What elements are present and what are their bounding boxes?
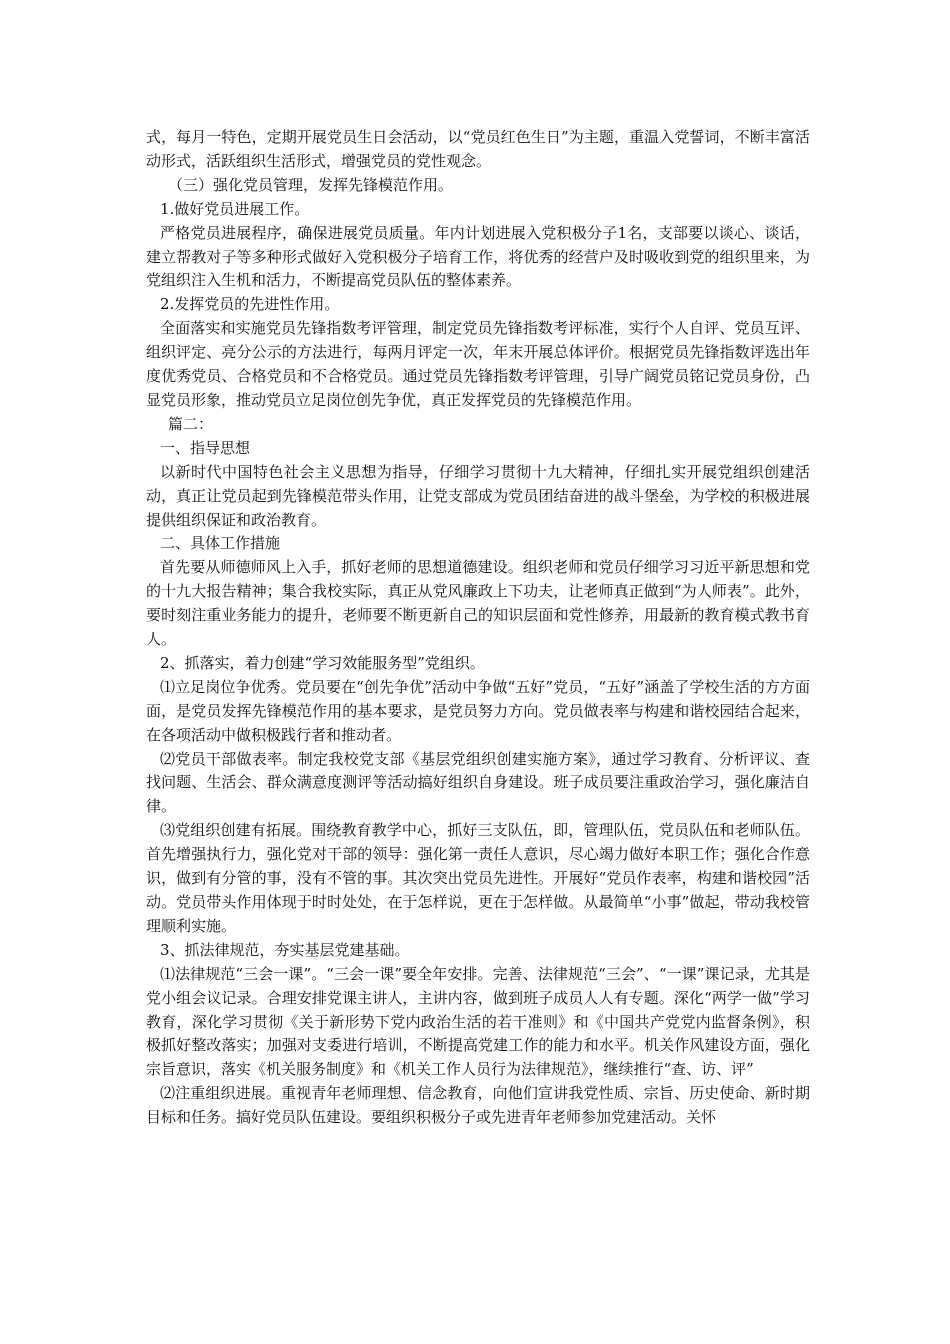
paragraph: ⑴立足岗位争优秀。党员要在“创先争优”活动中争做“五好”党员，“五好”涵盖了学校生活的方方面面，是党员发挥先锋模范作用的基本要求，是党员努力方向。党员做表率与构建和谐校园结合起来，在各项活动中做积极践行者和推动者。: [146, 677, 810, 744]
paragraph: 严格党员进展程序，确保进展党员质量。年内计划进展入党积极分子1名，支部要以谈心、谈话，建立帮教对子等多种形式做好入党积极分子培育工作，将优秀的经营户及时吸收到党的组织里来，为党组织注入生机和活力，不断提高党员队伍的整体素养。: [146, 223, 810, 290]
section-heading: 二、具体工作措施: [160, 534, 281, 553]
subsection-heading: 2、抓落实，着力创建“学习效能服务型”党组织。: [160, 653, 485, 672]
paragraph: ⑵注重组织进展。重视青年老师理想、信念教育，向他们宣讲我党性质、宗旨、历史使命、新时期目标和任务。搞好党员队伍建设。要组织积极分子或先进青年老师参加党建活动。关怀: [146, 1084, 810, 1127]
paragraph: 以新时代中国特色社会主义思想为指导，仔细学习贯彻十九大精神，仔细扎实开展党组织创建活动，真正让党员起到先锋模范带头作用，让党支部成为党员团结奋进的战斗堡垒，为学校的积极进展提供组织保证和政治教育。: [146, 462, 810, 529]
paragraph: ⑵党员干部做表率。制定我校党支部《基层党组织创建实施方案》，通过学习教育、分析评议、查找问题、生活会、群众满意度测评等活动搞好组织自身建设。班子成员要注重政治学习，强化廉洁自律。: [146, 749, 810, 816]
subsection-heading: 2.发挥党员的先进性作用。: [160, 295, 340, 314]
paragraph: 全面落实和实施党员先锋指数考评管理，制定党员先锋指数考评标准，实行个人自评、党员互评、组织评定、亮分公示的方法进行，每两月评定一次，年末开展总体评价。根据党员先锋指数评选出年度优秀党员、合格党员和不合格党员。通过党员先锋指数考评管理，引导广阔党员铭记党员身份，凸显党员形象，推动党员立足岗位创先争优，真正发挥党员的先锋模范作用。: [146, 319, 810, 409]
subsection-heading: 1.做好党员进展工作。: [160, 199, 310, 218]
section-heading: 一、指导思想: [160, 438, 251, 457]
paragraph: ⑶党组织创建有拓展。围绕教育教学中心，抓好三支队伍，即，管理队伍，党员队伍和老师队伍。首先增强执行力，强化党对干部的领导：强化第一责任人意识，尽心竭力做好本职工作；强化合作意识，做到有分管的事，没有不管的事。其次突出党员先进性。开展好“党员作表率，构建和谐校园”活动。党员带头作用体现于时时处处，在于怎样说，更在于怎样做。从最简单“小事”做起，带动我校管理顺利实施。: [146, 821, 810, 935]
paragraph: 首先要从师德师风上入手，抓好老师的思想道德建设。组织老师和党员仔细学习习近平新思想和党的十九大报告精神；集合我校实际，真正从党风廉政上下功夫，让老师真正做到“为人师表”。此外，要时刻注重业务能力的提升，老师要不断更新自己的知识层面和党性修养，用最新的教育模式教书育人。: [146, 558, 810, 649]
paragraph: 式，每月一特色，定期开展党员生日会活动，以“党员红色生日”为主题，重温入党誓词，不断丰富活动形式，活跃组织生活形式，增强党员的党性观念。: [146, 128, 810, 170]
subsection-heading: 3、抓法律规范，夯实基层党建基础。: [160, 940, 410, 959]
part-heading: 篇二：: [168, 414, 214, 433]
document-page: [146, 126, 810, 1130]
section-heading: （三）强化党员管理，发挥先锋模范作用。: [168, 175, 454, 194]
paragraph: ⑴法律规范“三会一课”。“三会一课”要全年安排。完善、法律规范“三会”、“一课”课记录，尤其是党小组会议记录。合理安排党课主讲人，主讲内容，做到班子成员人人有专题。深化“两学一做”学习教育，深化学习贯彻《关于新形势下党内政治生活的若干准则》和《中国共产党党内监督条例》，积极抓好整改落实；加强对支委进行培训，不断提高党建工作的能力和水平。机关作风建设方面，强化宗旨意识，落实《机关服务制度》和《机关工作人员行为法律规范》，继续推行“查、访、评”: [146, 964, 810, 1079]
